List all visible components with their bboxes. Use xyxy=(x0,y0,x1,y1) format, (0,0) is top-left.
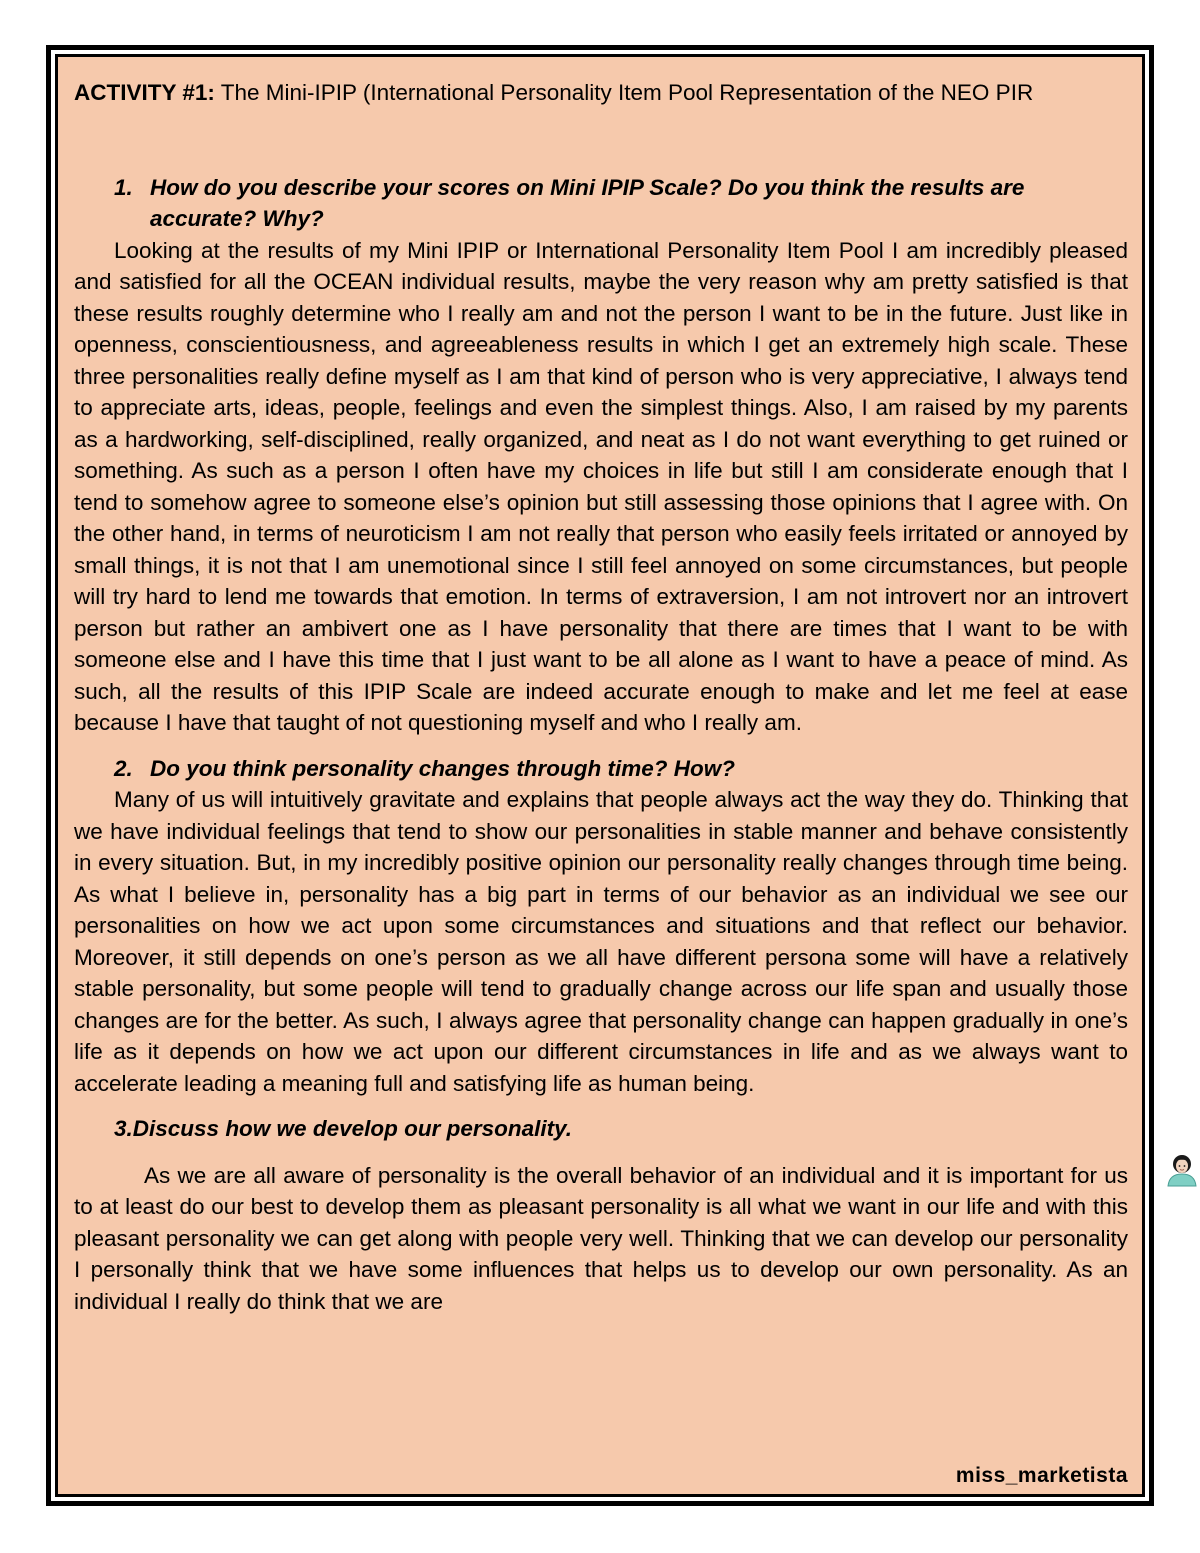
question-1 xyxy=(74,172,1128,235)
avatar-icon[interactable] xyxy=(1164,1150,1200,1188)
document-content xyxy=(74,77,1128,1317)
answer-3: As we are all aware of personality is the overall behavior of an individual and it is important for us to at least do our best to develop them as pleasant personality is all what we want in our life and with this pleasant personality we can get along with people very well. Thinking that we can develop our personality I personally think that we have some influences that helps us to develop our own personality. As an individual I really do think that we are xyxy=(74,1162,1128,1314)
activity-title xyxy=(74,77,1128,109)
question-3-number: 3. xyxy=(114,1116,133,1141)
activity-title-text: The Mini-IPIP (International Personality Item Pool Representation of the NEO PIR xyxy=(214,80,1034,105)
question-2-text: Do you think personality changes through time? How? xyxy=(150,755,736,781)
question-2-number: 2. xyxy=(114,755,133,781)
activity-label: ACTIVITY #1: xyxy=(74,80,215,105)
question-2 xyxy=(74,753,1128,785)
question-3-text: Discuss how we develop our personality. xyxy=(132,1116,573,1141)
question-1-text: How do you describe your scores on Mini IPIP Scale? Do you think the results are accurate? Why? xyxy=(150,174,1025,231)
watermark: miss_marketista xyxy=(955,1464,1128,1487)
answer-1: Looking at the results of my Mini IPIP or International Personality Item Pool I am incredibly pleased and satisfied for all the OCEAN individual results, maybe the very reason why am pretty satisfied is that these results roughly determine who I really am and not the person I want to be in the future. Just like in openness, conscientiousness, and agreeableness results in which I get an extremely high scale. These three personalities really define myself as I am that kind of person who is very appreciative, I always tend to appreciate arts, ideas, people, feelings and even the simplest things. Also, I am raised by my parents as a hardworking, self-disciplined, really organized, and neat as I do not want everything to get ruined or something. As such as a person I often have my choices in life but still I am considerate enough that I tend to somehow agree to someone else’s opinion but still assessing those opinions that I agree with. On the other hand, in terms of neuroticism I am not really that person who easily feels irritated or annoyed by small things, it is not that I am unemotional since I still feel annoyed on some circumstances, but people will try hard to lend me towards that emotion. In terms of extraversion, I am not introvert nor an introvert person but rather an ambivert one as I have personality that there are times that I want to be with someone else and I have this time that I just want to be all alone as I want to have a peace of mind. As such, all the results of this IPIP Scale are indeed accurate enough to make and let me feel at ease because I have that taught of not questioning myself and who I really am. xyxy=(74,237,1128,735)
question-1-number: 1. xyxy=(114,174,133,200)
page-border-outer xyxy=(46,45,1154,1506)
page-border-inner xyxy=(55,54,1145,1497)
answer-2: Many of us will intuitively gravitate and explains that people always act the way they do. Thinking that we have individual feelings that tend to show our personalities in stable manner and behave consistently in every situation. But, in my incredibly positive opinion our personality really changes through time being. As what I believe in, personality has a big part in terms of our behavior as an individual we see our personalities on how we act upon some circumstances and situations and that reflect our behavior. Moreover, it still depends on one’s person as we all have different persona some will have a relatively stable personality, but some people will tend to gradually change across our life span and usually those changes are for the better. As such, I always agree that personality change can happen gradually in one’s life as it depends on how we act upon our different circumstances in life and as we always want to accelerate leading a meaning full and satisfying life as human being. xyxy=(74,787,1128,1096)
question-3 xyxy=(74,1113,1128,1145)
